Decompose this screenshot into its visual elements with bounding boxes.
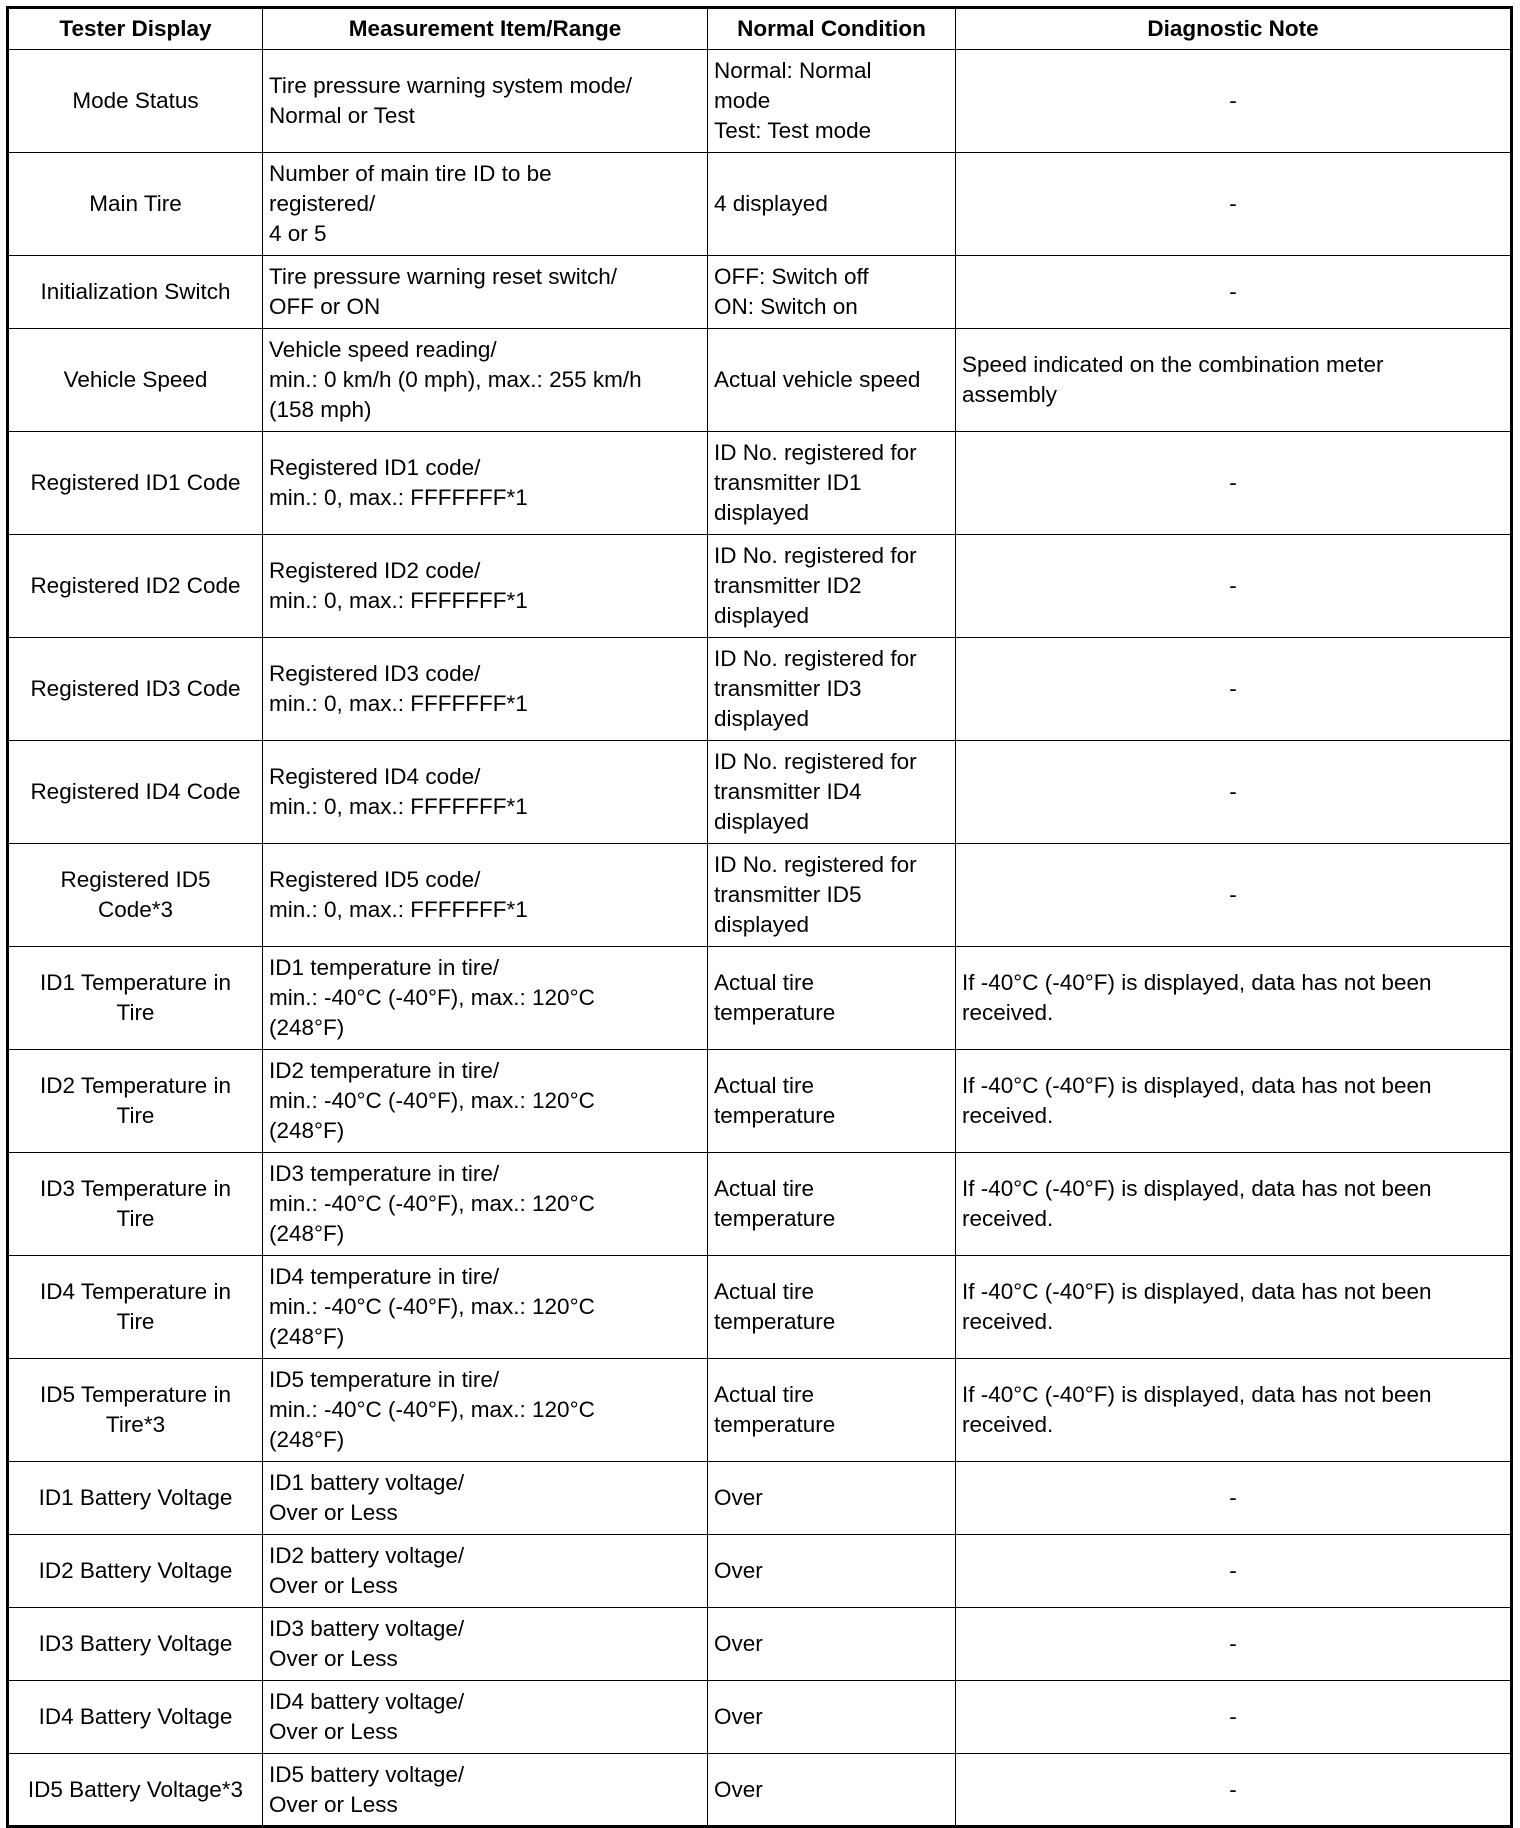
tester-display-cell: Registered ID4 Code	[8, 741, 263, 844]
diagnostic-note-cell: Speed indicated on the combination meter assembly	[956, 329, 1512, 432]
normal-condition-cell: ID No. registered for transmitter ID1 displayed	[708, 432, 956, 535]
measurement-item-cell: ID4 temperature in tire/ min.: -40°C (-40°F), max.: 120°C (248°F)	[263, 1256, 708, 1359]
diagnostic-note-cell: If -40°C (-40°F) is displayed, data has not been received.	[956, 947, 1512, 1050]
normal-condition-cell: Over	[708, 1535, 956, 1608]
tester-display-cell: Mode Status	[8, 50, 263, 153]
table-row	[8, 1535, 1512, 1608]
normal-condition-cell: OFF: Switch off ON: Switch on	[708, 256, 956, 329]
diagnostic-note-cell: If -40°C (-40°F) is displayed, data has not been received.	[956, 1050, 1512, 1153]
normal-condition-cell: ID No. registered for transmitter ID2 displayed	[708, 535, 956, 638]
normal-condition-cell: Actual tire temperature	[708, 1359, 956, 1462]
measurement-item-cell: Tire pressure warning reset switch/ OFF or ON	[263, 256, 708, 329]
table-row	[8, 50, 1512, 153]
tester-display-cell: ID2 Temperature in Tire	[8, 1050, 263, 1153]
tester-display-cell: Registered ID2 Code	[8, 535, 263, 638]
diagnostic-note-cell: -	[956, 638, 1512, 741]
measurement-item-cell: ID5 temperature in tire/ min.: -40°C (-40°F), max.: 120°C (248°F)	[263, 1359, 708, 1462]
table-row	[8, 1608, 1512, 1681]
measurement-item-cell: ID3 temperature in tire/ min.: -40°C (-40°F), max.: 120°C (248°F)	[263, 1153, 708, 1256]
diagnostic-note-cell: -	[956, 1535, 1512, 1608]
measurement-item-cell: Registered ID2 code/ min.: 0, max.: FFFFFFF*1	[263, 535, 708, 638]
table-row	[8, 535, 1512, 638]
diagnostic-note-cell: -	[956, 256, 1512, 329]
header-normal-condition: Normal Condition	[708, 8, 956, 50]
tester-display-cell: ID1 Battery Voltage	[8, 1462, 263, 1535]
diagnostic-note-cell: If -40°C (-40°F) is displayed, data has not been received.	[956, 1153, 1512, 1256]
diagnostic-note-cell: -	[956, 844, 1512, 947]
header-row	[8, 8, 1512, 50]
measurement-item-cell: ID3 battery voltage/ Over or Less	[263, 1608, 708, 1681]
tester-display-cell: Main Tire	[8, 153, 263, 256]
tester-display-cell: Vehicle Speed	[8, 329, 263, 432]
table-row	[8, 1462, 1512, 1535]
tester-display-cell: Registered ID1 Code	[8, 432, 263, 535]
tester-display-cell: Registered ID5 Code*3	[8, 844, 263, 947]
diagnostic-note-cell: -	[956, 1754, 1512, 1827]
diagnostic-note-cell: -	[956, 1681, 1512, 1754]
normal-condition-cell: Actual tire temperature	[708, 1050, 956, 1153]
diagnostic-note-cell: -	[956, 741, 1512, 844]
table-row	[8, 741, 1512, 844]
tester-display-cell: ID4 Battery Voltage	[8, 1681, 263, 1754]
header-diagnostic-note: Diagnostic Note	[956, 8, 1512, 50]
tester-display-cell: ID5 Temperature in Tire*3	[8, 1359, 263, 1462]
table-row	[8, 432, 1512, 535]
measurement-item-cell: Registered ID1 code/ min.: 0, max.: FFFFFFF*1	[263, 432, 708, 535]
table-row	[8, 329, 1512, 432]
diagnostic-note-cell: -	[956, 535, 1512, 638]
data-list-table	[6, 6, 1513, 1828]
table-row	[8, 1256, 1512, 1359]
diagnostic-note-cell: If -40°C (-40°F) is displayed, data has not been received.	[956, 1359, 1512, 1462]
measurement-item-cell: Registered ID4 code/ min.: 0, max.: FFFFFFF*1	[263, 741, 708, 844]
diagnostic-note-cell: If -40°C (-40°F) is displayed, data has not been received.	[956, 1256, 1512, 1359]
header-tester-display: Tester Display	[8, 8, 263, 50]
normal-condition-cell: Actual tire temperature	[708, 1256, 956, 1359]
tester-display-cell: Registered ID3 Code	[8, 638, 263, 741]
measurement-item-cell: ID5 battery voltage/ Over or Less	[263, 1754, 708, 1827]
tester-display-cell: ID5 Battery Voltage*3	[8, 1754, 263, 1827]
tester-display-cell: ID3 Temperature in Tire	[8, 1153, 263, 1256]
tester-display-cell: ID3 Battery Voltage	[8, 1608, 263, 1681]
tester-display-cell: Initialization Switch	[8, 256, 263, 329]
diagnostic-note-cell: -	[956, 1608, 1512, 1681]
normal-condition-cell: Actual vehicle speed	[708, 329, 956, 432]
measurement-item-cell: Number of main tire ID to be registered/ 4 or 5	[263, 153, 708, 256]
table-row	[8, 947, 1512, 1050]
table-row	[8, 256, 1512, 329]
diagnostic-note-cell: -	[956, 432, 1512, 535]
normal-condition-cell: Over	[708, 1608, 956, 1681]
measurement-item-cell: Registered ID3 code/ min.: 0, max.: FFFFFFF*1	[263, 638, 708, 741]
normal-condition-cell: Over	[708, 1681, 956, 1754]
measurement-item-cell: ID1 temperature in tire/ min.: -40°C (-40°F), max.: 120°C (248°F)	[263, 947, 708, 1050]
measurement-item-cell: Vehicle speed reading/ min.: 0 km/h (0 mph), max.: 255 km/h (158 mph)	[263, 329, 708, 432]
tester-display-cell: ID2 Battery Voltage	[8, 1535, 263, 1608]
normal-condition-cell: ID No. registered for transmitter ID4 displayed	[708, 741, 956, 844]
normal-condition-cell: Normal: Normal mode Test: Test mode	[708, 50, 956, 153]
tester-display-cell: ID1 Temperature in Tire	[8, 947, 263, 1050]
table-row	[8, 844, 1512, 947]
normal-condition-cell: Over	[708, 1462, 956, 1535]
normal-condition-cell: ID No. registered for transmitter ID5 displayed	[708, 844, 956, 947]
measurement-item-cell: Tire pressure warning system mode/ Normal or Test	[263, 50, 708, 153]
tester-display-cell: ID4 Temperature in Tire	[8, 1256, 263, 1359]
normal-condition-cell: Actual tire temperature	[708, 1153, 956, 1256]
table-row	[8, 1359, 1512, 1462]
table-row	[8, 1681, 1512, 1754]
measurement-item-cell: ID2 temperature in tire/ min.: -40°C (-40°F), max.: 120°C (248°F)	[263, 1050, 708, 1153]
measurement-item-cell: ID4 battery voltage/ Over or Less	[263, 1681, 708, 1754]
table-row	[8, 638, 1512, 741]
header-measurement-item: Measurement Item/Range	[263, 8, 708, 50]
measurement-item-cell: Registered ID5 code/ min.: 0, max.: FFFFFFF*1	[263, 844, 708, 947]
table-row	[8, 1050, 1512, 1153]
normal-condition-cell: Over	[708, 1754, 956, 1827]
diagnostic-note-cell: -	[956, 1462, 1512, 1535]
diagnostic-note-cell: -	[956, 153, 1512, 256]
normal-condition-cell: 4 displayed	[708, 153, 956, 256]
measurement-item-cell: ID2 battery voltage/ Over or Less	[263, 1535, 708, 1608]
measurement-item-cell: ID1 battery voltage/ Over or Less	[263, 1462, 708, 1535]
normal-condition-cell: Actual tire temperature	[708, 947, 956, 1050]
normal-condition-cell: ID No. registered for transmitter ID3 displayed	[708, 638, 956, 741]
table-row	[8, 1153, 1512, 1256]
table-row	[8, 1754, 1512, 1827]
diagnostic-note-cell: -	[956, 50, 1512, 153]
table-row	[8, 153, 1512, 256]
